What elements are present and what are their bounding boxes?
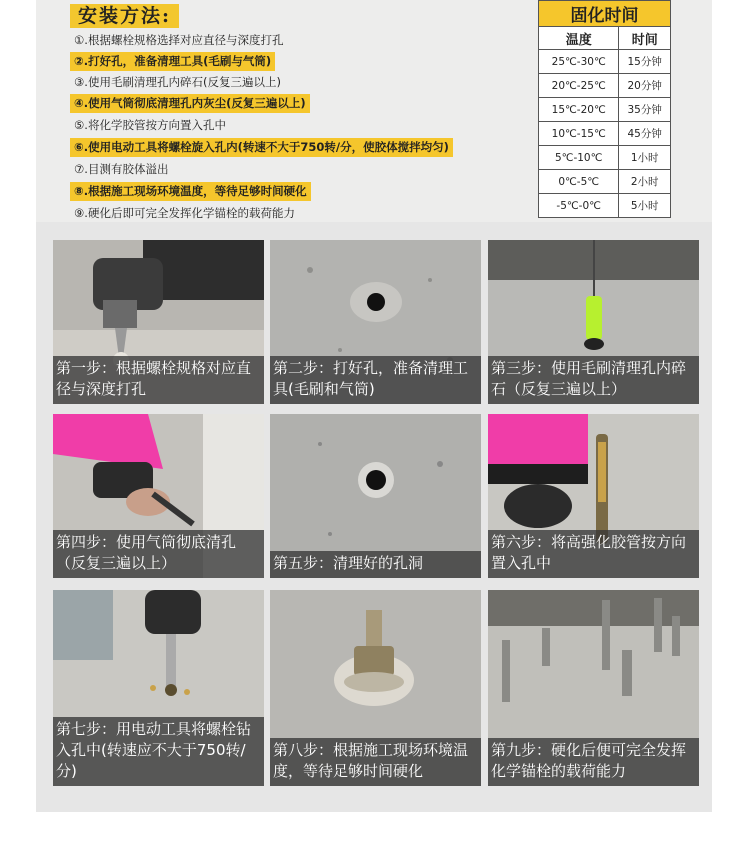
cure-time-table: [538, 0, 671, 218]
step-7-panel: [53, 590, 264, 786]
step-8-caption: 第八步：根据施工现场环境温度，等待足够时间硬化: [270, 738, 481, 786]
cure-table-temp-header: 温度: [539, 27, 619, 50]
temp-cell: -5℃-0℃: [539, 194, 619, 218]
step-1-panel: [53, 240, 264, 404]
step-1-caption: 第一步：根据螺栓规格对应直径与深度打孔: [53, 356, 264, 404]
temp-cell: 15℃-20℃: [539, 98, 619, 122]
time-cell: 2小时: [619, 170, 671, 194]
table-row: [539, 170, 671, 194]
step-8-panel: [270, 590, 481, 786]
step-6-caption: 第六步：将高强化胶管按方向置入孔中: [488, 530, 699, 578]
install-step-7: ⑦.目测有胶体溢出: [74, 162, 169, 176]
step-5-panel: [270, 414, 481, 578]
time-cell: 35分钟: [619, 98, 671, 122]
install-step-4: ④.使用气筒彻底清理孔内灰尘(反复三遍以上): [70, 94, 310, 113]
install-step-8: ⑧.根据施工现场环境温度，等待足够时间硬化: [70, 182, 311, 201]
steps-photo-grid: [36, 222, 712, 812]
step-4-panel: [53, 414, 264, 578]
temp-cell: 5℃-10℃: [539, 146, 619, 170]
step-3-caption: 第三步：使用毛刷清理孔内碎石（反复三遍以上）: [488, 356, 699, 404]
table-row: [539, 146, 671, 170]
install-step-2: ②.打好孔，准备清理工具(毛刷与气筒): [70, 52, 275, 71]
step-2-caption: 第二步：打好孔，准备清理工具(毛刷和气筒): [270, 356, 481, 404]
time-cell: 20分钟: [619, 74, 671, 98]
time-cell: 15分钟: [619, 50, 671, 74]
step-5-caption: 第五步：清理好的孔洞: [270, 551, 481, 578]
time-cell: 45分钟: [619, 122, 671, 146]
step-4-caption: 第四步：使用气筒彻底清孔（反复三遍以上）: [53, 530, 264, 578]
temp-cell: 20℃-25℃: [539, 74, 619, 98]
cure-table-title: 固化时间: [539, 1, 671, 27]
table-row: [539, 74, 671, 98]
cure-table-time-header: 时间: [619, 27, 671, 50]
step-9-caption: 第九步：硬化后便可完全发挥化学锚栓的载荷能力: [488, 738, 699, 786]
time-cell: 1小时: [619, 146, 671, 170]
time-cell: 5小时: [619, 194, 671, 218]
install-title: 安装方法:: [70, 4, 179, 28]
install-step-3: ③.使用毛刷清理孔内碎石(反复三遍以上): [74, 75, 281, 89]
step-9-panel: [488, 590, 699, 786]
step-7-caption: 第七步：用电动工具将螺栓钻入孔中(转速应不大于750转/分): [53, 717, 264, 786]
install-step-1: ①.根据螺栓规格选择对应直径与深度打孔: [74, 33, 284, 47]
temp-cell: 10℃-15℃: [539, 122, 619, 146]
install-step-6: ⑥.使用电动工具将螺栓旋入孔内(转速不大于750转/分，使胶体搅拌均匀): [70, 138, 453, 157]
temp-cell: 25℃-30℃: [539, 50, 619, 74]
table-row: [539, 98, 671, 122]
table-row: [539, 50, 671, 74]
table-row: [539, 122, 671, 146]
install-step-9: ⑨.硬化后即可完全发挥化学锚栓的载荷能力: [74, 206, 295, 220]
step-6-panel: [488, 414, 699, 578]
install-step-5: ⑤.将化学胶管按方向置入孔中: [74, 118, 226, 132]
step-3-panel: [488, 240, 699, 404]
table-row: [539, 194, 671, 218]
temp-cell: 0℃-5℃: [539, 170, 619, 194]
step-2-panel: [270, 240, 481, 404]
